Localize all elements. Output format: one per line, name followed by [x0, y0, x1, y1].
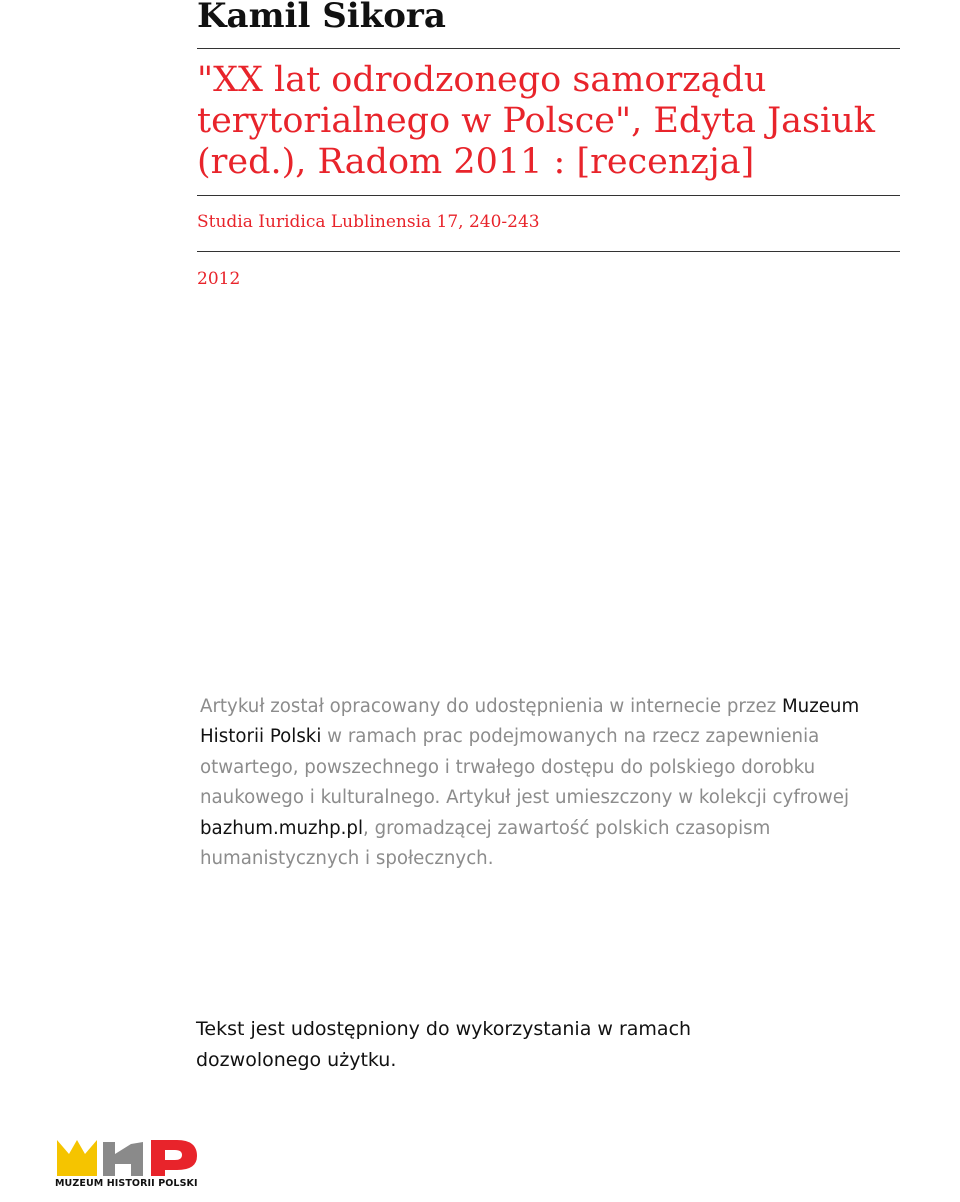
notice-text: w ramach prac podejmowanych na rzecz zapewnienia otwartego, powszechnego i trwałego dostępu do polskiego dorobku naukowego i kulturalnego. Artykuł jest umieszczony w kolekcji cyfrowej [200, 726, 850, 809]
collection-link[interactable]: bazhum.muzhp.pl [200, 817, 364, 839]
divider [197, 195, 900, 196]
availability-notice [200, 692, 880, 874]
notice-text: , gromadzącej zawartość polskich czasopism humanistycznych i społecznych. [200, 817, 771, 870]
eagle-h-icon [103, 1142, 143, 1176]
p-letter-icon [151, 1140, 197, 1176]
crown-icon [57, 1140, 97, 1176]
article-title: "XX lat odrodzonego samorządu terytorialnego w Polsce", Edyta Jasiuk (red.), Radom 2011 : [recenzja] [197, 60, 875, 182]
journal-source: Studia Iuridica Lublinensia 17, 240-243 [197, 212, 540, 232]
divider [197, 48, 900, 49]
publication-year: 2012 [197, 269, 241, 289]
museum-name: Muzeum Historii Polski [200, 696, 860, 748]
logo-text: MUZEUM HISTORII POLSKI [55, 1178, 198, 1189]
notice-text: Artykuł został opracowany do udostępnienia w internecie przez [200, 696, 782, 717]
divider [197, 251, 900, 252]
author-name: Kamil Sikora [197, 0, 446, 36]
usage-notice: Tekst jest udostępniony do wykorzystania w ramach dozwolonego użytku. [196, 1018, 692, 1071]
